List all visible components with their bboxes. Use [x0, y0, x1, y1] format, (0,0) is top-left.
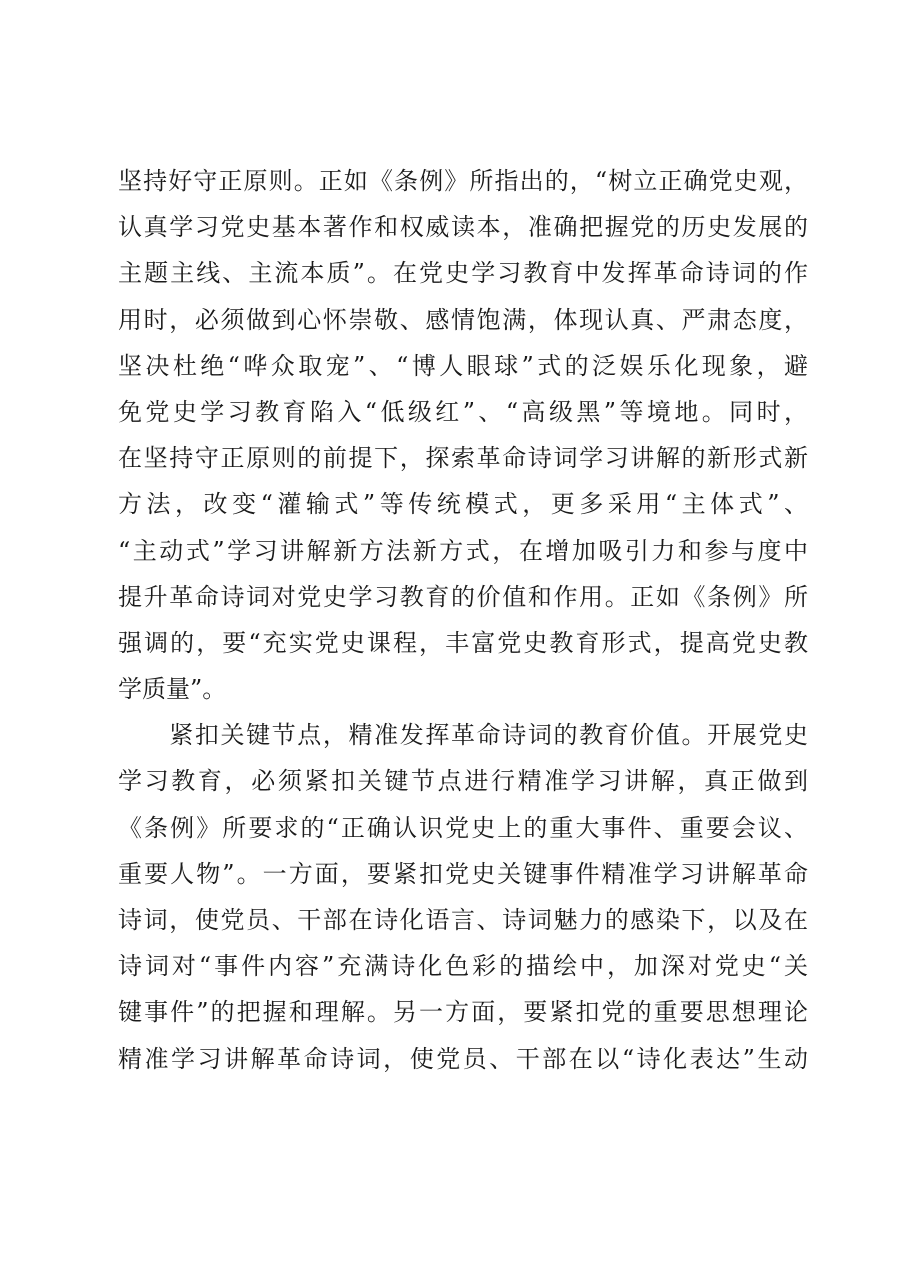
text-line-12: 学质量”。 [118, 675, 227, 704]
text-line-8: 方法，改变“灌输式”等传统模式，更多采用“主体式”、 [118, 490, 808, 519]
text-line-19: 键事件”的把握和理解。另一方面，要紧扣党的重要思想理论 [118, 998, 808, 1027]
text-line-6: 免党史学习教育陷入“低级红”、“高级黑”等境地。同时， [118, 397, 808, 426]
text-line-5: 坚决杜绝“哗众取宠”、“博人眼球”式的泛娱乐化现象，避 [118, 351, 808, 380]
text-line-10: 提升革命诗词对党史学习教育的价值和作用。正如《条例》所 [118, 582, 808, 611]
text-line-20: 精准学习讲解革命诗词，使党员、干部在以“诗化表达”生动 [118, 1044, 808, 1073]
document-body [118, 158, 808, 1082]
text-line-3: 主题主线、主流本质”。在党史学习教育中发挥革命诗词的作 [118, 259, 808, 288]
text-line-17: 诗词，使党员、干部在诗化语言、诗词魅力的感染下，以及在 [118, 906, 808, 934]
text-line-13: 紧扣关键节点，精准发挥革命诗词的教育价值。开展党史 [118, 721, 808, 750]
text-line-15: 《条例》所要求的“正确认识党史上的重大事件、重要会议、 [118, 813, 808, 842]
text-line-2: 认真学习党史基本著作和权威读本，准确把握党的历史发展的 [118, 213, 808, 242]
text-line-1: 坚持好守正原则。正如《条例》所指出的，“树立正确党史观， [118, 167, 808, 195]
text-line-18: 诗词对“事件内容”充满诗化色彩的描绘中，加深对党史“关 [118, 952, 808, 981]
text-line-9: “主动式”学习讲解新方法新方式，在增加吸引力和参与度中 [118, 536, 808, 565]
text-line-11: 强调的，要“充实党史课程，丰富党史教育形式，提高党史教 [118, 628, 808, 657]
text-line-7: 在坚持守正原则的前提下，探索革命诗词学习讲解的新形式新 [118, 444, 808, 473]
text-line-14: 学习教育，必须紧扣关键节点进行精准学习讲解，真正做到 [118, 767, 808, 796]
text-line-16: 重要人物”。一方面，要紧扣党史关键事件精准学习讲解革命 [118, 859, 808, 888]
text-line-4: 用时，必须做到心怀崇敬、感情饱满，体现认真、严肃态度， [118, 305, 808, 334]
